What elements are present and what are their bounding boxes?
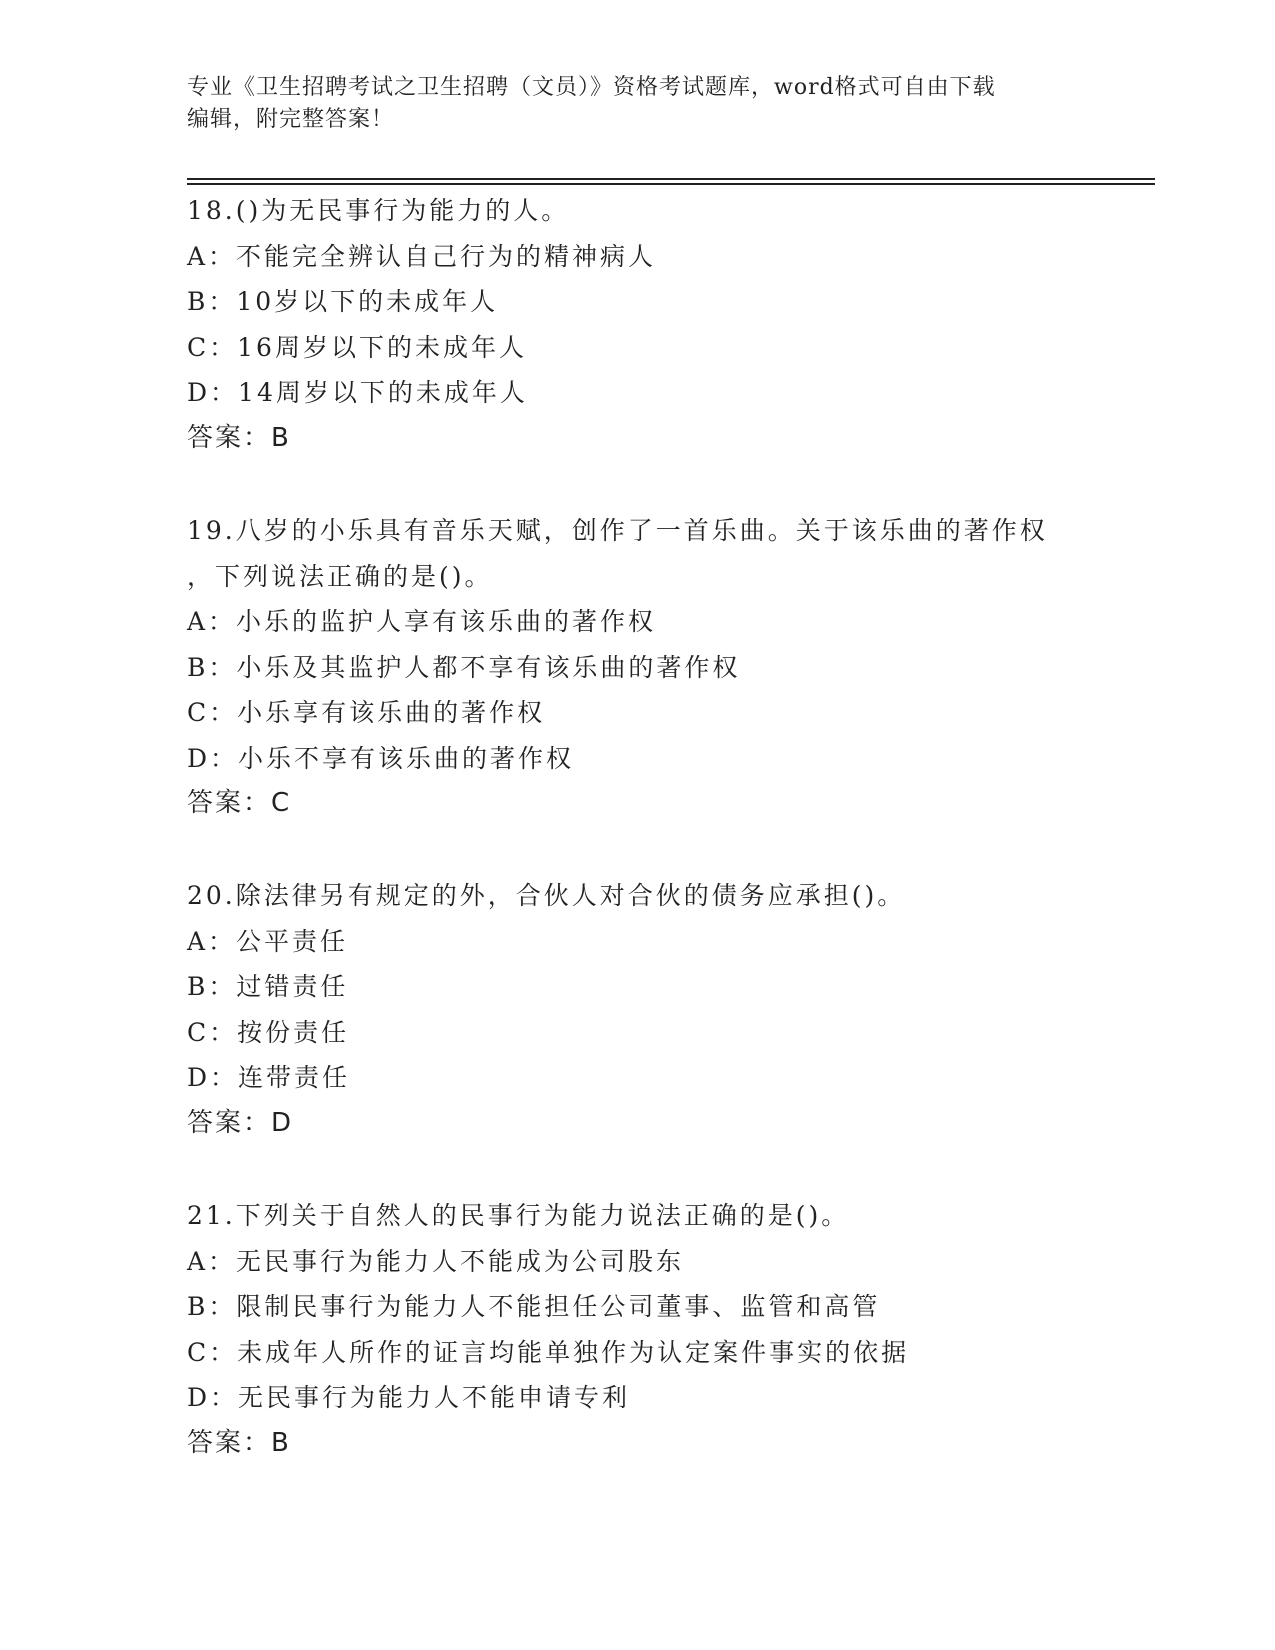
option-b: B：小乐及其监护人都不享有该乐曲的著作权 [187, 652, 741, 682]
option-a: A：小乐的监护人享有该乐曲的著作权 [187, 607, 657, 636]
option-a: A：公平责任 [187, 926, 349, 956]
answer-line: 答案：B [187, 422, 291, 453]
question-stem: 19.八岁的小乐具有音乐天赋，创作了一首乐曲。关于该乐曲的著作权 [187, 516, 1048, 545]
answer-line: 答案：B [187, 1427, 291, 1458]
header-divider-top [187, 178, 1155, 180]
question-21 [187, 1193, 1087, 1466]
question-18 [187, 188, 1087, 461]
header-divider-bottom [187, 183, 1155, 185]
question-stem: 20.除法律另有规定的外，合伙人对合伙的债务应承担()。 [187, 881, 906, 910]
option-b: B：10岁以下的未成年人 [187, 287, 499, 316]
header-line-1: 专业《卫生招聘考试之卫生招聘（文员）》资格考试题库，word格式可自由下载 [187, 75, 996, 100]
question-stem-continued: ，下列说法正确的是()。 [187, 561, 493, 591]
option-b: B：过错责任 [187, 972, 349, 1001]
option-d: D：小乐不享有该乐曲的著作权 [187, 743, 575, 773]
option-c: C：16周岁以下的未成年人 [187, 332, 527, 362]
question-stem: 18.()为无民事行为能力的人。 [187, 196, 570, 225]
option-c: C：未成年人所作的证言均能单独作为认定案件事实的依据 [187, 1337, 910, 1367]
option-c: C：按份责任 [187, 1017, 350, 1047]
option-a: A：无民事行为能力人不能成为公司股东 [187, 1246, 685, 1276]
option-c: C：小乐享有该乐曲的著作权 [187, 698, 546, 727]
document-header [187, 72, 1087, 136]
question-stem: 21.下列关于自然人的民事行为能力说法正确的是()。 [187, 1201, 850, 1230]
question-19 [187, 508, 1087, 827]
option-a: A：不能完全辨认自己行为的精神病人 [187, 241, 657, 271]
answer-line: 答案：C [187, 788, 292, 818]
question-20 [187, 873, 1087, 1146]
option-d: D：无民事行为能力人不能申请专利 [187, 1383, 631, 1412]
option-d: D：连带责任 [187, 1063, 351, 1092]
header-line-2: 编辑，附完整答案！ [187, 107, 395, 132]
option-b: B：限制民事行为能力人不能担任公司董事、监管和高管 [187, 1292, 881, 1321]
answer-line: 答案：D [187, 1107, 294, 1138]
option-d: D：14周岁以下的未成年人 [187, 378, 528, 407]
